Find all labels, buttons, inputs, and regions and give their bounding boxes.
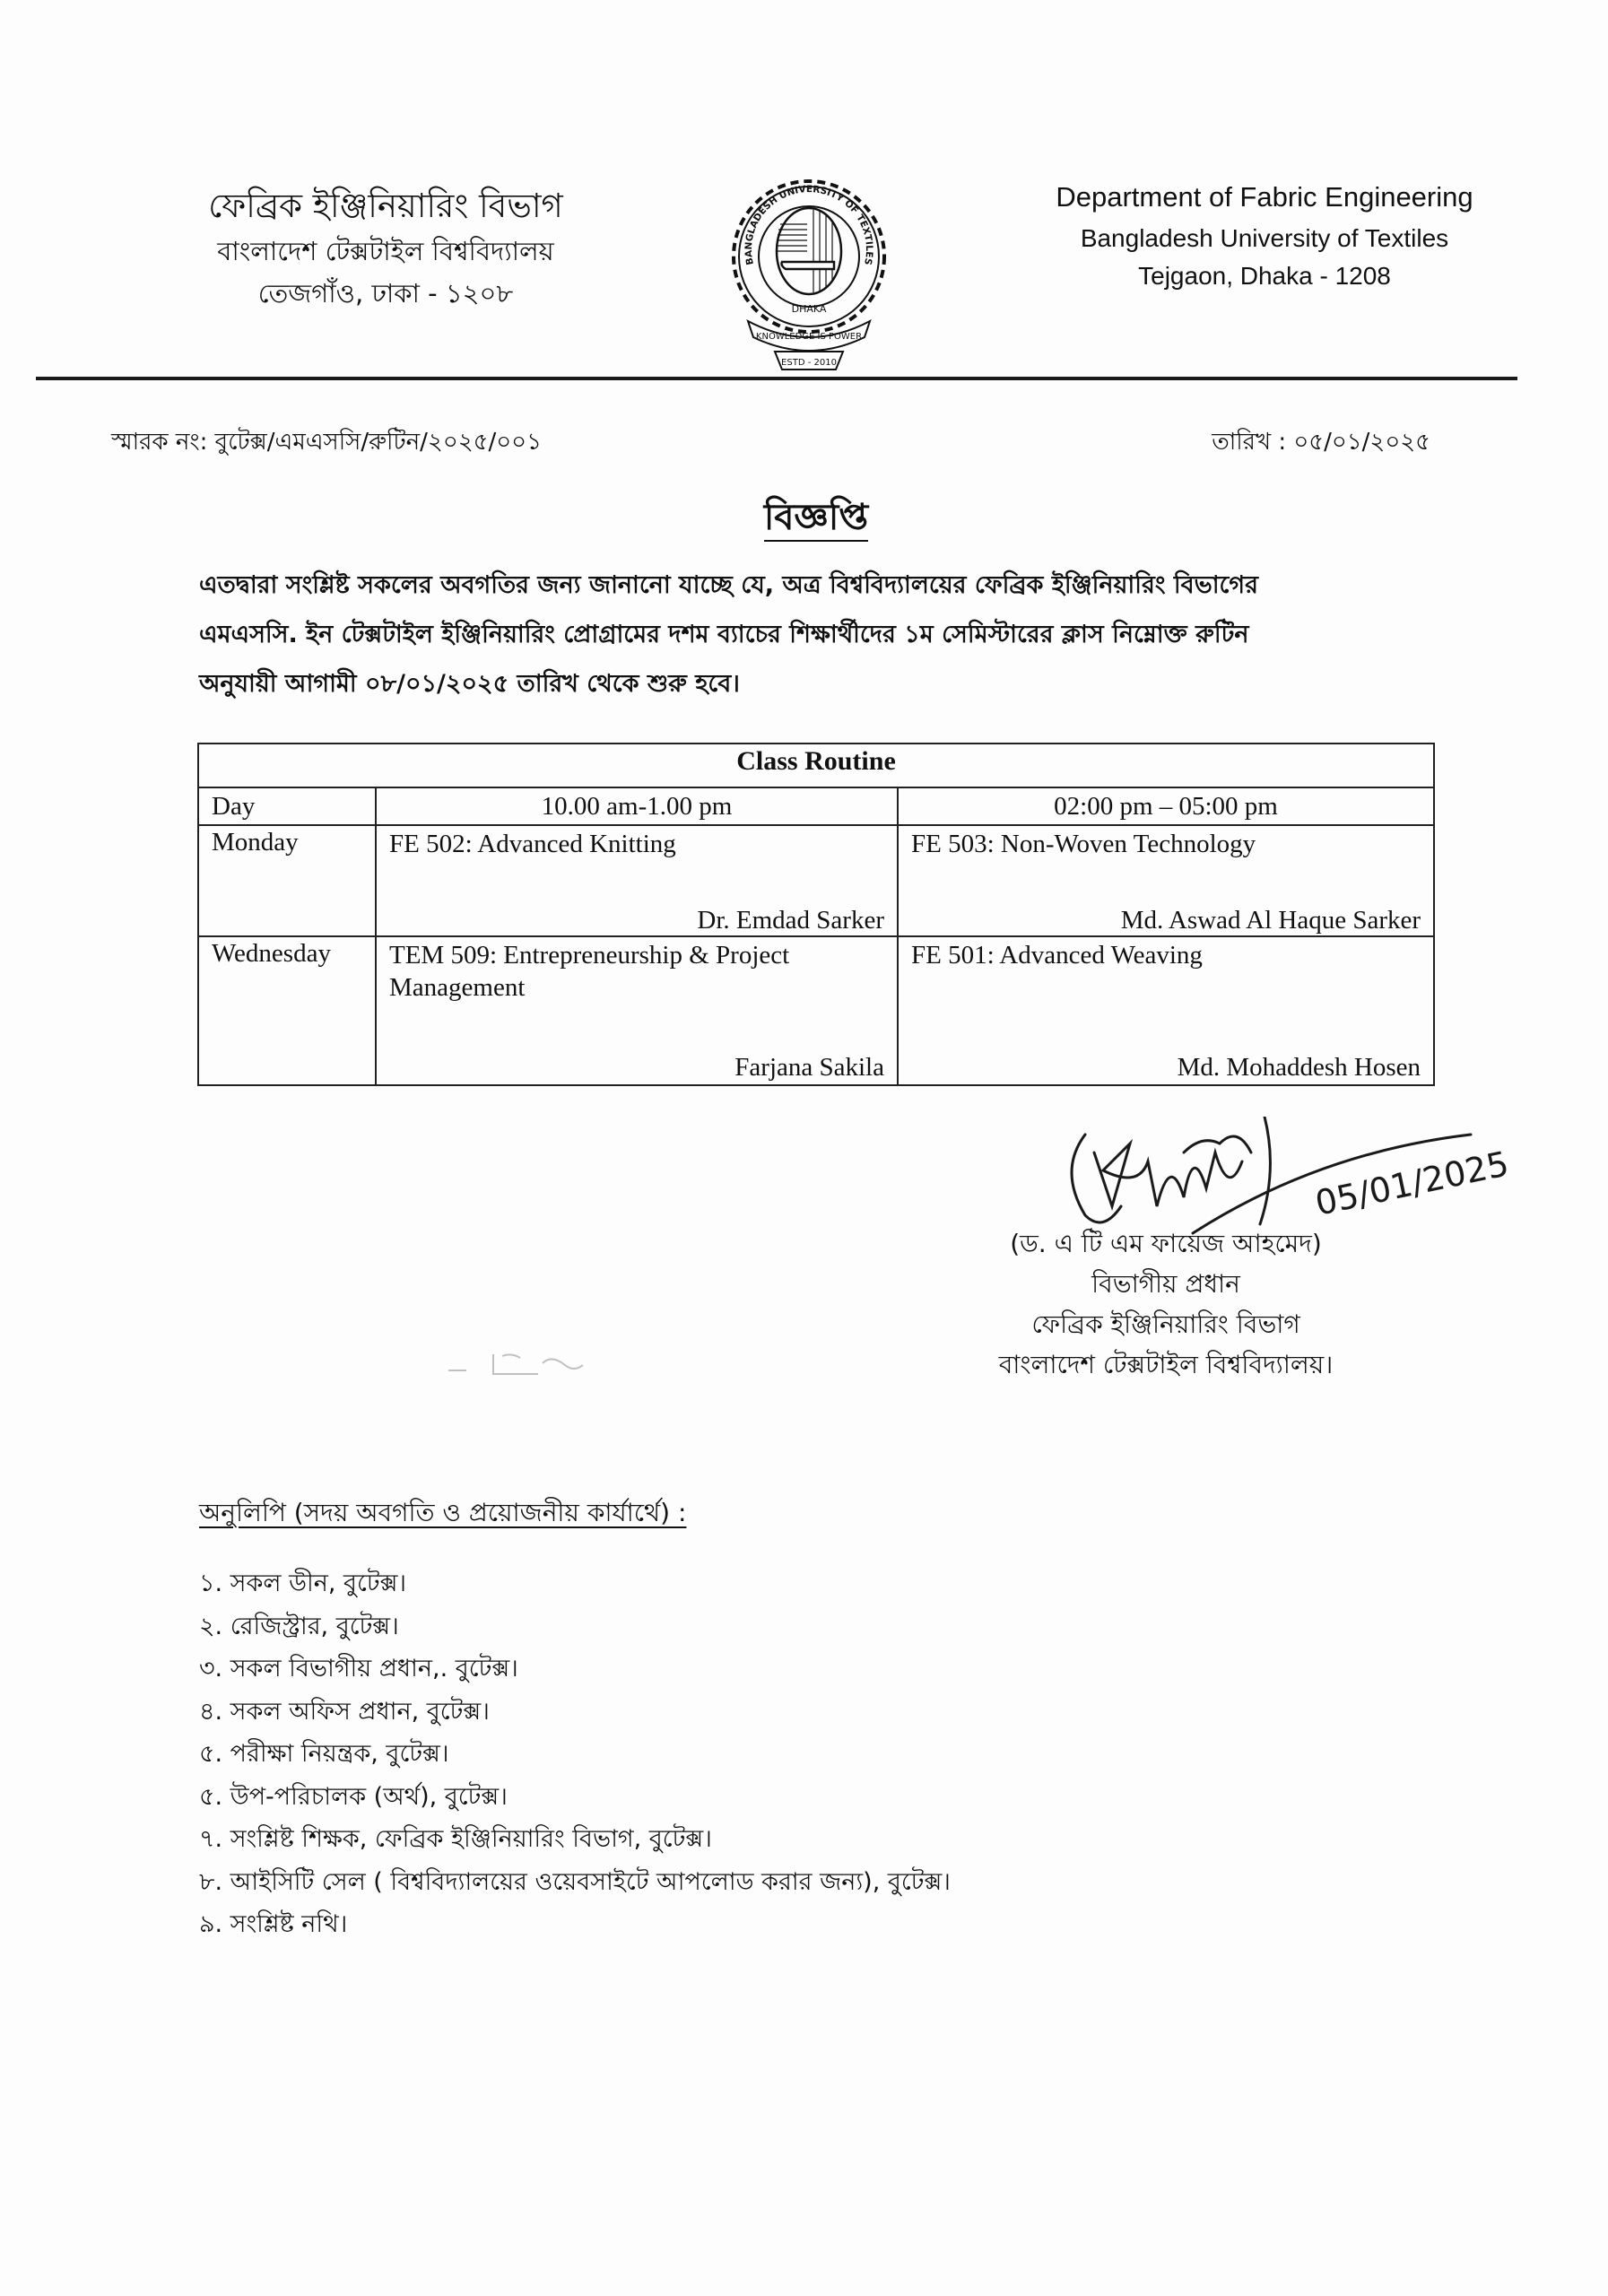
department-name-english: Department of Fabric Engineering: [1056, 181, 1473, 213]
list-item: ৪. সকল অফিস প্রধান, বুটেক্স।: [199, 1697, 490, 1726]
course-name: FE 501: Advanced Weaving: [911, 941, 1203, 970]
column-header-day: Day: [198, 787, 376, 825]
list-item: ৫. উপ-পরিচালক (অর্থ), বুটেক্স।: [199, 1782, 508, 1811]
notice-body: [199, 561, 1491, 709]
table-title-row: [198, 744, 1434, 787]
notice-body-line: এতদ্বারা সংশ্লিষ্ট সকলের অবগতির জন্য জানানো যাচ্ছে যে, অত্র বিশ্ববিদ্যালয়ের ফেব্রিক ইঞ্জিনিয়ারিং বিভাগের: [199, 571, 1258, 599]
course-name: FE 502: Advanced Knitting: [389, 830, 676, 858]
table-row: [198, 936, 1434, 1085]
list-item: ১. সকল ডীন, বুটেক্স।: [199, 1570, 407, 1597]
signatory-department: ফেব্রিক ইঞ্জিনিয়ারিং বিভাগ: [1031, 1309, 1300, 1339]
course-name: FE 503: Non-Woven Technology: [911, 830, 1256, 858]
notice-title: [547, 489, 1085, 549]
copies-list: [199, 1562, 951, 1946]
svg-text:BANGLADESH UNIVERSITY OF TEXTI: [743, 184, 874, 265]
list-item: ৯. সংশ্লিষ্ট নথি।: [199, 1910, 348, 1938]
university-name-bengali: বাংলাদেশ টেক্সটাইল বিশ্ববিদ্যালয়: [217, 236, 554, 266]
slot-cell: [376, 825, 898, 936]
logo-ring-text: BANGLADESH UNIVERSITY OF TEXTILES: [743, 184, 875, 266]
signatory-university: বাংলাদেশ টেক্সটাইল বিশ্ববিদ্যালয়।: [998, 1350, 1334, 1379]
day-cell: Wednesday: [198, 936, 376, 1085]
memo-reference: স্মারক নং: বুটেক্স/এমএসসি/রুটিন/২০২৫/০০১: [111, 429, 542, 456]
handwritten-signature: [1049, 1117, 1516, 1242]
column-header-afternoon: 02:00 pm – 05:00 pm: [898, 787, 1434, 825]
table-header-row: [198, 787, 1434, 825]
slot-cell: [376, 936, 898, 1085]
day-cell: Monday: [198, 825, 376, 936]
list-item: ৭. সংশ্লিষ্ট শিক্ষক, ফেব্রিক ইঞ্জিনিয়ারিং বিভাগ, বুটেক্স।: [199, 1825, 712, 1853]
notice-body-line: অনুযায়ী আগামী ০৮/০১/২০২৫ তারিখ থেকে শুরু হবে।: [199, 670, 740, 698]
list-item: ২. রেজিস্ট্রার, বুটেক্স।: [199, 1612, 399, 1640]
teacher-name: Md. Mohaddesh Hosen: [1177, 1053, 1421, 1082]
notice-title-text: বিজ্ঞপ্তি: [764, 497, 868, 542]
list-item: ৮. আইসিটি সেল ( বিশ্ববিদ্যালয়ের ওয়েবসাইটে আপলোড করার জন্য), বুটেক্স।: [199, 1867, 951, 1896]
column-header-morning: 10.00 am-1.00 pm: [376, 787, 898, 825]
address-english: Tejgaon, Dhaka - 1208: [1138, 262, 1391, 290]
logo-city-text: DHAKA: [791, 303, 827, 315]
teacher-name: Farjana Sakila: [734, 1053, 884, 1082]
header-divider: [36, 377, 1517, 380]
address-bengali: তেজগাঁও, ঢাকা - ১২০৮: [257, 278, 514, 309]
course-name: TEM 509: Entrepreneurship & Project Management: [389, 941, 790, 1002]
university-name-english: Bangladesh University of Textiles: [1080, 224, 1449, 252]
department-name-bengali: ফেব্রিক ইঞ্জিনিয়ারিং বিভাগ: [208, 187, 563, 225]
class-routine-table: [197, 743, 1435, 1086]
slot-cell: [898, 936, 1434, 1085]
table-row: [198, 825, 1434, 936]
table-title: Class Routine: [198, 744, 1434, 787]
logo-motto-text: KNOWLEDGE IS POWER: [755, 332, 863, 342]
faint-stamp-mark: [439, 1345, 619, 1381]
handwritten-date: 05/01/2025: [1311, 1144, 1513, 1223]
signatory-designation: বিভাগীয় প্রধান: [1091, 1269, 1240, 1299]
memo-date: তারিখ : ০৫/০১/২০২৫: [1212, 429, 1430, 456]
list-item: ৫. পরীক্ষা নিয়ন্ত্রক, বুটেক্স।: [199, 1740, 449, 1768]
notice-body-line: এমএসসি. ইন টেক্সটাইল ইঞ্জিনিয়ারিং প্রোগ্রামের দশম ব্যাচের শিক্ষার্থীদের ১ম সেমিস্টারের ক্লাস নিম্নোক্ত রুটিন: [199, 621, 1249, 648]
list-item: ৩. সকল বিভাগীয় প্রধান,. বুটেক্স।: [199, 1655, 518, 1683]
teacher-name: Dr. Emdad Sarker: [697, 906, 884, 935]
teacher-name: Md. Aswad Al Haque Sarker: [1120, 906, 1421, 935]
copies-heading: অনুলিপি (সদয় অবগতি ও প্রয়োজনীয় কার্যার্থে) :: [199, 1498, 687, 1527]
slot-cell: [898, 825, 1434, 936]
signatory-name: (ড. এ টি এম ফায়েজ আহমেদ): [1010, 1229, 1322, 1258]
university-logo: [728, 178, 890, 373]
logo-established-text: ESTD - 2010: [781, 358, 837, 368]
